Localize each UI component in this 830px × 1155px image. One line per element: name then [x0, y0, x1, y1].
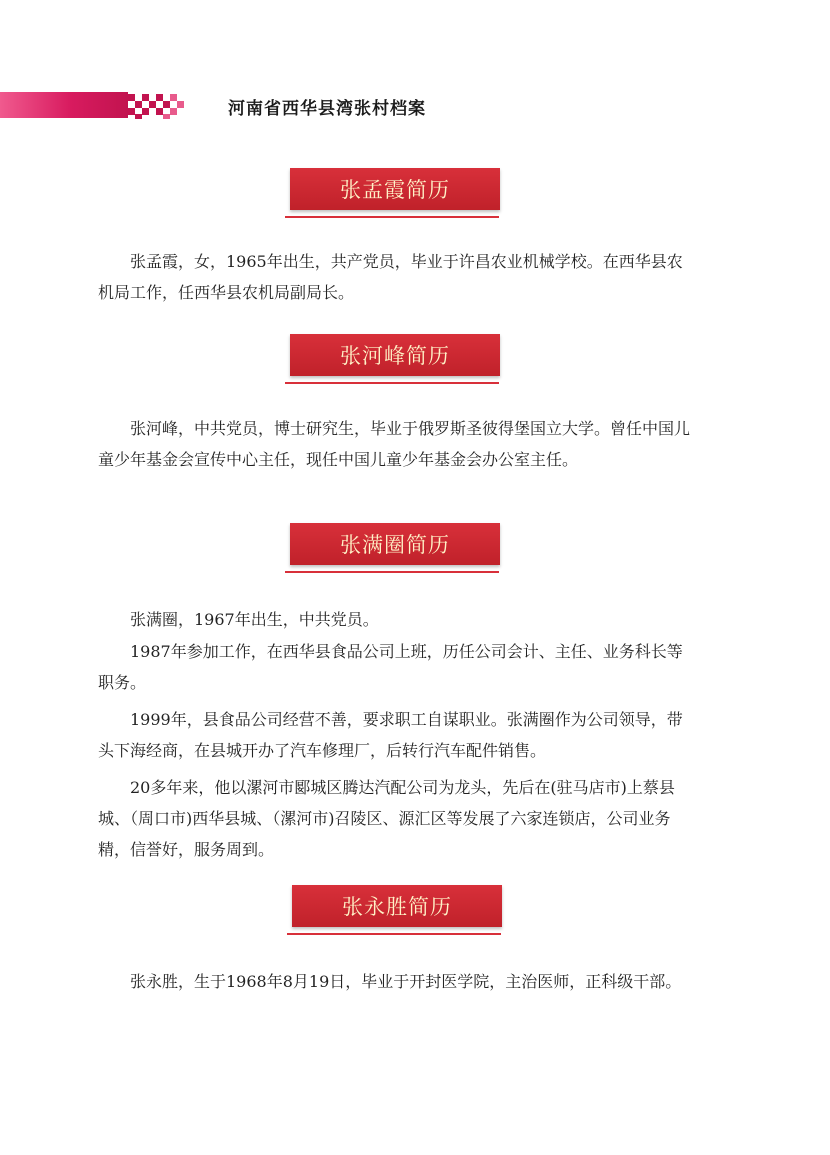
section-title-banner: 张河峰简历 — [290, 334, 500, 376]
section-paragraph: 张河峰，中共党员，博士研究生，毕业于俄罗斯圣彼得堡国立大学。曾任中国儿童少年基金会宣传中心主任，现任中国儿童少年基金会办公室主任。 — [98, 419, 691, 469]
section-title-banner: 张孟霞简历 — [290, 168, 500, 210]
section-title-banner: 张满圈简历 — [290, 523, 500, 565]
header-accent-bar — [0, 92, 128, 118]
section-paragraph: 1999年，县食品公司经营不善，要求职工自谋职业。张满圈作为公司领导，带头下海经商，在县城开办了汽车修理厂，后转行汽车配件销售。 — [98, 710, 683, 760]
section-title-banner: 张永胜简历 — [292, 885, 502, 927]
section-paragraph: 20多年来，他以漯河市郾城区腾达汽配公司为龙头，先后在(驻马店市)上蔡县城、（周口市)西华县城、（漯河市)召陵区、源汇区等发展了六家连锁店，公司业务精，信誉好，服务周到。 — [98, 778, 675, 859]
section-underline — [285, 216, 499, 218]
section-paragraph: 张永胜，生于1968年8月19日，毕业于开封医学院，主治医师，正科级干部。 — [130, 972, 682, 991]
section-paragraph: 张孟霞，女，1965年出生，共产党员，毕业于许昌农业机械学校。在西华县农机局工作，任西华县农机局副局长。 — [98, 252, 683, 302]
document-header-title: 河南省西华县湾张村档案 — [228, 99, 426, 119]
section-underline — [287, 933, 501, 935]
section-underline — [285, 382, 499, 384]
section-paragraph: 张满圈，1967年出生，中共党员。 — [130, 610, 379, 629]
section-paragraph: 1987年参加工作，在西华县食品公司上班，历任公司会计、主任、业务科长等职务。 — [98, 642, 683, 692]
header-checker-pattern — [124, 92, 188, 120]
section-underline — [285, 571, 499, 573]
